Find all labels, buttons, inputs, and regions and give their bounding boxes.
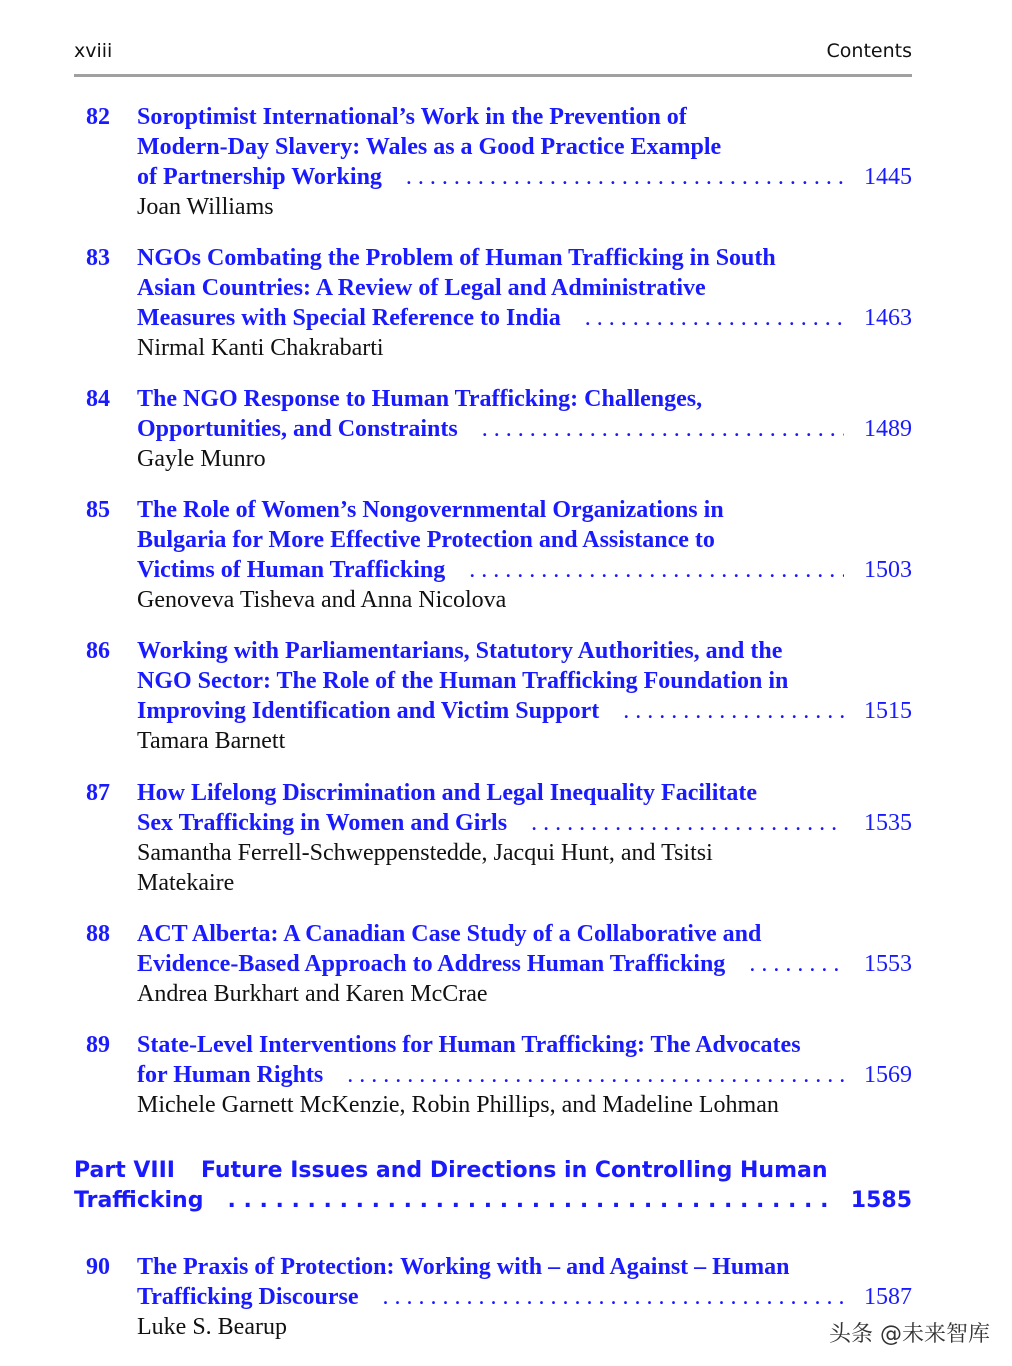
page-link[interactable]: 1587 xyxy=(864,1284,912,1310)
chapter-number: 82 xyxy=(86,104,110,130)
chapter-title-line[interactable]: Trafficking Discourse xyxy=(137,1284,359,1310)
leader-dots xyxy=(227,1186,826,1216)
page-header xyxy=(74,36,912,77)
part-title-line[interactable]: Future Issues and Directions in Controlling Human xyxy=(201,1158,828,1183)
leader-dots xyxy=(383,1282,844,1312)
chapter-number: 86 xyxy=(86,638,110,664)
chapter-title-line[interactable]: Soroptimist International’s Work in the Prevention of xyxy=(137,104,687,130)
page-link[interactable]: 1463 xyxy=(864,305,912,331)
watermark: 头条 @未来智库 xyxy=(829,1322,990,1347)
leader-dots xyxy=(749,949,844,979)
chapter-title-line[interactable]: Modern-Day Slavery: Wales as a Good Practice Example xyxy=(137,134,722,160)
chapter-title-line[interactable]: Bulgaria for More Effective Protection and Assistance to xyxy=(137,527,715,553)
part-label[interactable]: Part VIII xyxy=(74,1158,175,1183)
chapter-number: 83 xyxy=(86,245,110,271)
chapter-authors: Tamara Barnett xyxy=(137,728,286,754)
chapter-title-line[interactable]: Measures with Special Reference to India xyxy=(137,305,561,331)
leader-dots xyxy=(585,303,844,333)
chapter-title-line[interactable]: How Lifelong Discrimination and Legal Inequality Facilitate xyxy=(137,780,758,806)
page-link[interactable]: 1489 xyxy=(864,416,912,442)
chapter-title-line[interactable]: for Human Rights xyxy=(137,1062,324,1088)
chapter-title-line[interactable]: Sex Trafficking in Women and Girls xyxy=(137,810,508,836)
leader-dots xyxy=(347,1060,844,1090)
page-link[interactable]: 1553 xyxy=(864,951,912,977)
chapter-authors: Andrea Burkhart and Karen McCrae xyxy=(137,981,488,1007)
page-link[interactable]: 1569 xyxy=(864,1062,912,1088)
page-link[interactable]: 1445 xyxy=(864,164,912,190)
chapter-number: 89 xyxy=(86,1032,110,1058)
chapter-number: 84 xyxy=(86,386,110,412)
leader-dots xyxy=(531,808,844,838)
chapter-title-line[interactable]: NGOs Combating the Problem of Human Trafficking in South xyxy=(137,245,776,271)
chapter-title-line[interactable]: Working with Parliamentarians, Statutory Authorities, and the xyxy=(137,638,783,664)
leader-dots xyxy=(623,696,844,726)
chapter-title-line[interactable]: The NGO Response to Human Trafficking: Challenges, xyxy=(137,386,703,412)
chapter-number: 87 xyxy=(86,780,110,806)
page-link[interactable]: 1585 xyxy=(850,1188,912,1213)
chapter-title-line[interactable]: of Partnership Working xyxy=(137,164,382,190)
chapter-number: 85 xyxy=(86,497,110,523)
leader-dots xyxy=(469,555,844,585)
leader-dots xyxy=(482,414,844,444)
chapter-authors: Michele Garnett McKenzie, Robin Phillips, and Madeline Lohman xyxy=(137,1092,779,1118)
leader-dots xyxy=(406,162,844,192)
chapter-title-line[interactable]: Opportunities, and Constraints xyxy=(137,416,458,442)
chapter-number: 90 xyxy=(86,1254,110,1280)
chapter-title-line[interactable]: NGO Sector: The Role of the Human Trafficking Foundation in xyxy=(137,668,789,694)
section-title: Contents xyxy=(826,40,912,62)
chapter-title-line[interactable]: ACT Alberta: A Canadian Case Study of a Collaborative and xyxy=(137,921,762,947)
page-link[interactable]: 1503 xyxy=(864,557,912,583)
chapter-title-line[interactable]: State-Level Interventions for Human Trafficking: The Advocates xyxy=(137,1032,801,1058)
chapter-title-line[interactable]: Improving Identification and Victim Support xyxy=(137,698,600,724)
toc-part-viii[interactable] xyxy=(74,1156,912,1216)
page-number: xviii xyxy=(74,40,113,62)
chapter-authors: Joan Williams xyxy=(137,194,274,220)
chapter-authors: Genoveva Tisheva and Anna Nicolova xyxy=(137,587,507,613)
chapter-title-line[interactable]: The Role of Women’s Nongovernmental Organizations in xyxy=(137,497,724,523)
part-title-line[interactable]: Trafficking xyxy=(74,1188,204,1213)
chapter-number: 88 xyxy=(86,921,110,947)
chapter-title-line[interactable]: The Praxis of Protection: Working with – and Against – Human xyxy=(137,1254,790,1280)
chapter-title-line[interactable]: Asian Countries: A Review of Legal and Administrative xyxy=(137,275,706,301)
chapter-authors: Samantha Ferrell-Schweppenstedde, Jacqui Hunt, and Tsitsi xyxy=(137,840,713,866)
page-link[interactable]: 1515 xyxy=(864,698,912,724)
chapter-title-line[interactable]: Evidence-Based Approach to Address Human Trafficking xyxy=(137,951,726,977)
chapter-authors: Luke S. Bearup xyxy=(137,1314,287,1340)
page-link[interactable]: 1535 xyxy=(864,810,912,836)
chapter-authors: Nirmal Kanti Chakrabarti xyxy=(137,335,384,361)
chapter-authors: Gayle Munro xyxy=(137,446,266,472)
chapter-authors: Matekaire xyxy=(137,870,235,896)
chapter-title-line[interactable]: Victims of Human Trafficking xyxy=(137,557,446,583)
